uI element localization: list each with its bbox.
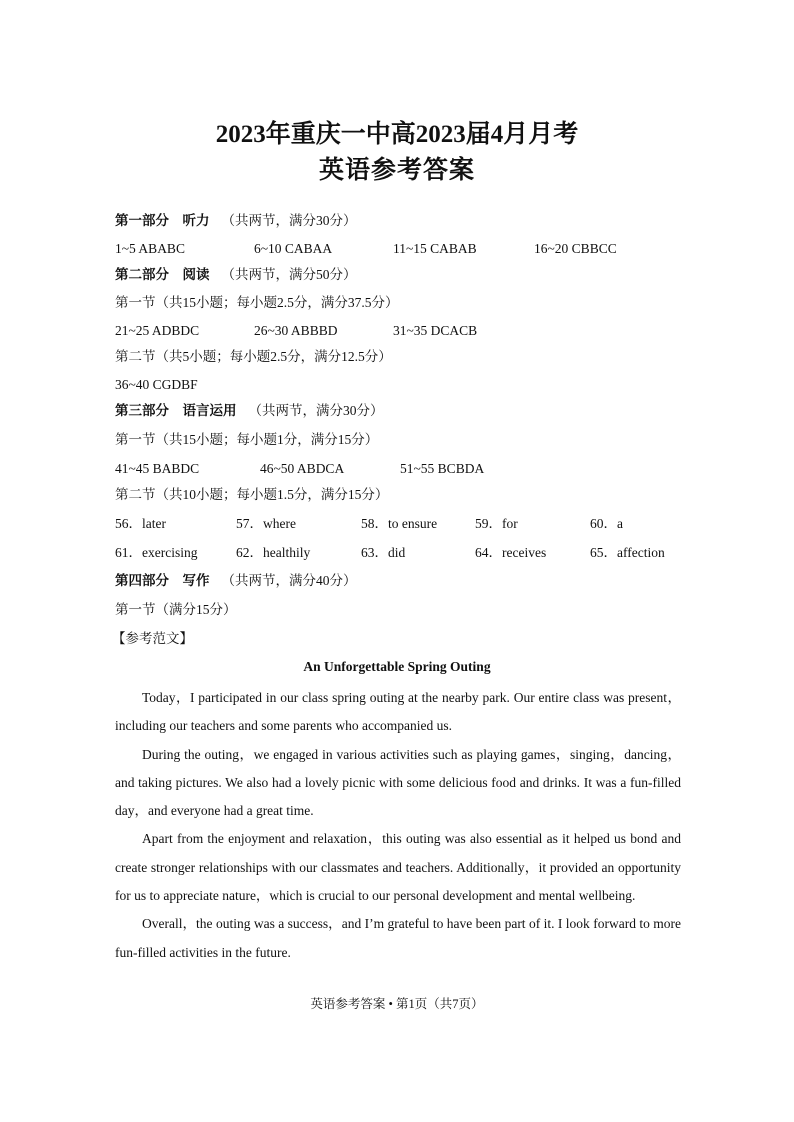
blank-answer: 64．receives [475,545,547,560]
essay-body [115,684,681,967]
blank-answer: 58．to ensure [361,516,438,531]
part4-title: 第四部分 写作 [115,573,210,588]
part2-score: （共两节，满分50分） [221,267,357,282]
page-footer: 英语参考答案 • 第1页（共7页） [310,997,484,1011]
part4-heading [115,572,357,590]
blank-answer: 61．exercising [115,545,198,560]
answer-group: 31~35 DCACB [393,323,478,338]
blank-answer: 62．healthily [236,545,311,560]
essay-title: An Unforgettable Spring Outing [303,659,491,674]
essay-paragraph: Today，I participated in our class spring outing at the nearby park. Our entire class was present，including our teachers and some parents who accompanied us. [115,690,681,734]
blank-answer: 59．for [475,516,518,531]
answer-group: 36~40 CGDBF [115,377,198,392]
answer-group: 26~30 ABBBD [254,323,338,338]
sample-essay-label: 【参考范文】 [112,631,193,646]
essay-paragraph: Apart from the enjoyment and relaxation，this outing was also essential as it helped us bond and create stronger relationships with our classmates and teachers. Additionally，it provided an opportunity for us to appreciate nature，which is crucial to our personal development and mental wellbeing. [115,831,681,904]
part2-heading [115,266,357,284]
part1-score: （共两节，满分30分） [221,213,357,228]
answer-group: 11~15 CABAB [393,241,477,256]
blank-answer: 65．affection [590,545,665,560]
part4-score: （共两节，满分40分） [221,573,357,588]
page-title: 2023年重庆一中高2023届4月月考 [215,121,579,148]
blank-answer: 57．where [236,516,296,531]
blank-answer: 56．later [115,516,166,531]
answer-group: 16~20 CBBCC [534,241,617,256]
part3-score: （共两节，满分30分） [248,403,384,418]
part3-section1-label: 第一节（共15小题；每小题1分，满分15分） [115,432,379,447]
part2-section2-label: 第二节（共5小题；每小题2.5分，满分12.5分） [115,349,392,364]
answer-group: 1~5 ABABC [115,241,185,256]
part3-section2-label: 第二节（共10小题；每小题1.5分，满分15分） [115,487,389,502]
page-subtitle: 英语参考答案 [318,157,475,184]
part2-title: 第二部分 阅读 [115,267,210,282]
part2-section1-label: 第一节（共15小题；每小题2.5分，满分37.5分） [115,295,399,310]
essay-paragraph: Overall，the outing was a success，and I’m grateful to have been part of it. I look forward to more fun-filled activities in the future. [115,916,681,960]
answer-group: 46~50 ABDCA [260,461,345,476]
part4-section1-label: 第一节（满分15分） [115,602,237,617]
answer-group: 41~45 BABDC [115,461,200,476]
part3-heading [115,402,384,420]
blank-answer: 63．did [361,545,406,560]
part1-title: 第一部分 听力 [115,213,210,228]
essay-paragraph: During the outing，we engaged in various activities such as playing games，singing，dancing，and taking pictures. We also had a lovely picnic with some delicious food and drinks. It was a fun-filled day，and everyone had a great time. [115,746,681,819]
answer-group: 21~25 ADBDC [115,323,200,338]
part1-heading [115,212,357,230]
blank-answer: 60．a [590,516,623,531]
answer-group: 6~10 CABAA [254,241,333,256]
part3-title: 第三部分 语言运用 [115,403,237,418]
answer-group: 51~55 BCBDA [400,461,485,476]
